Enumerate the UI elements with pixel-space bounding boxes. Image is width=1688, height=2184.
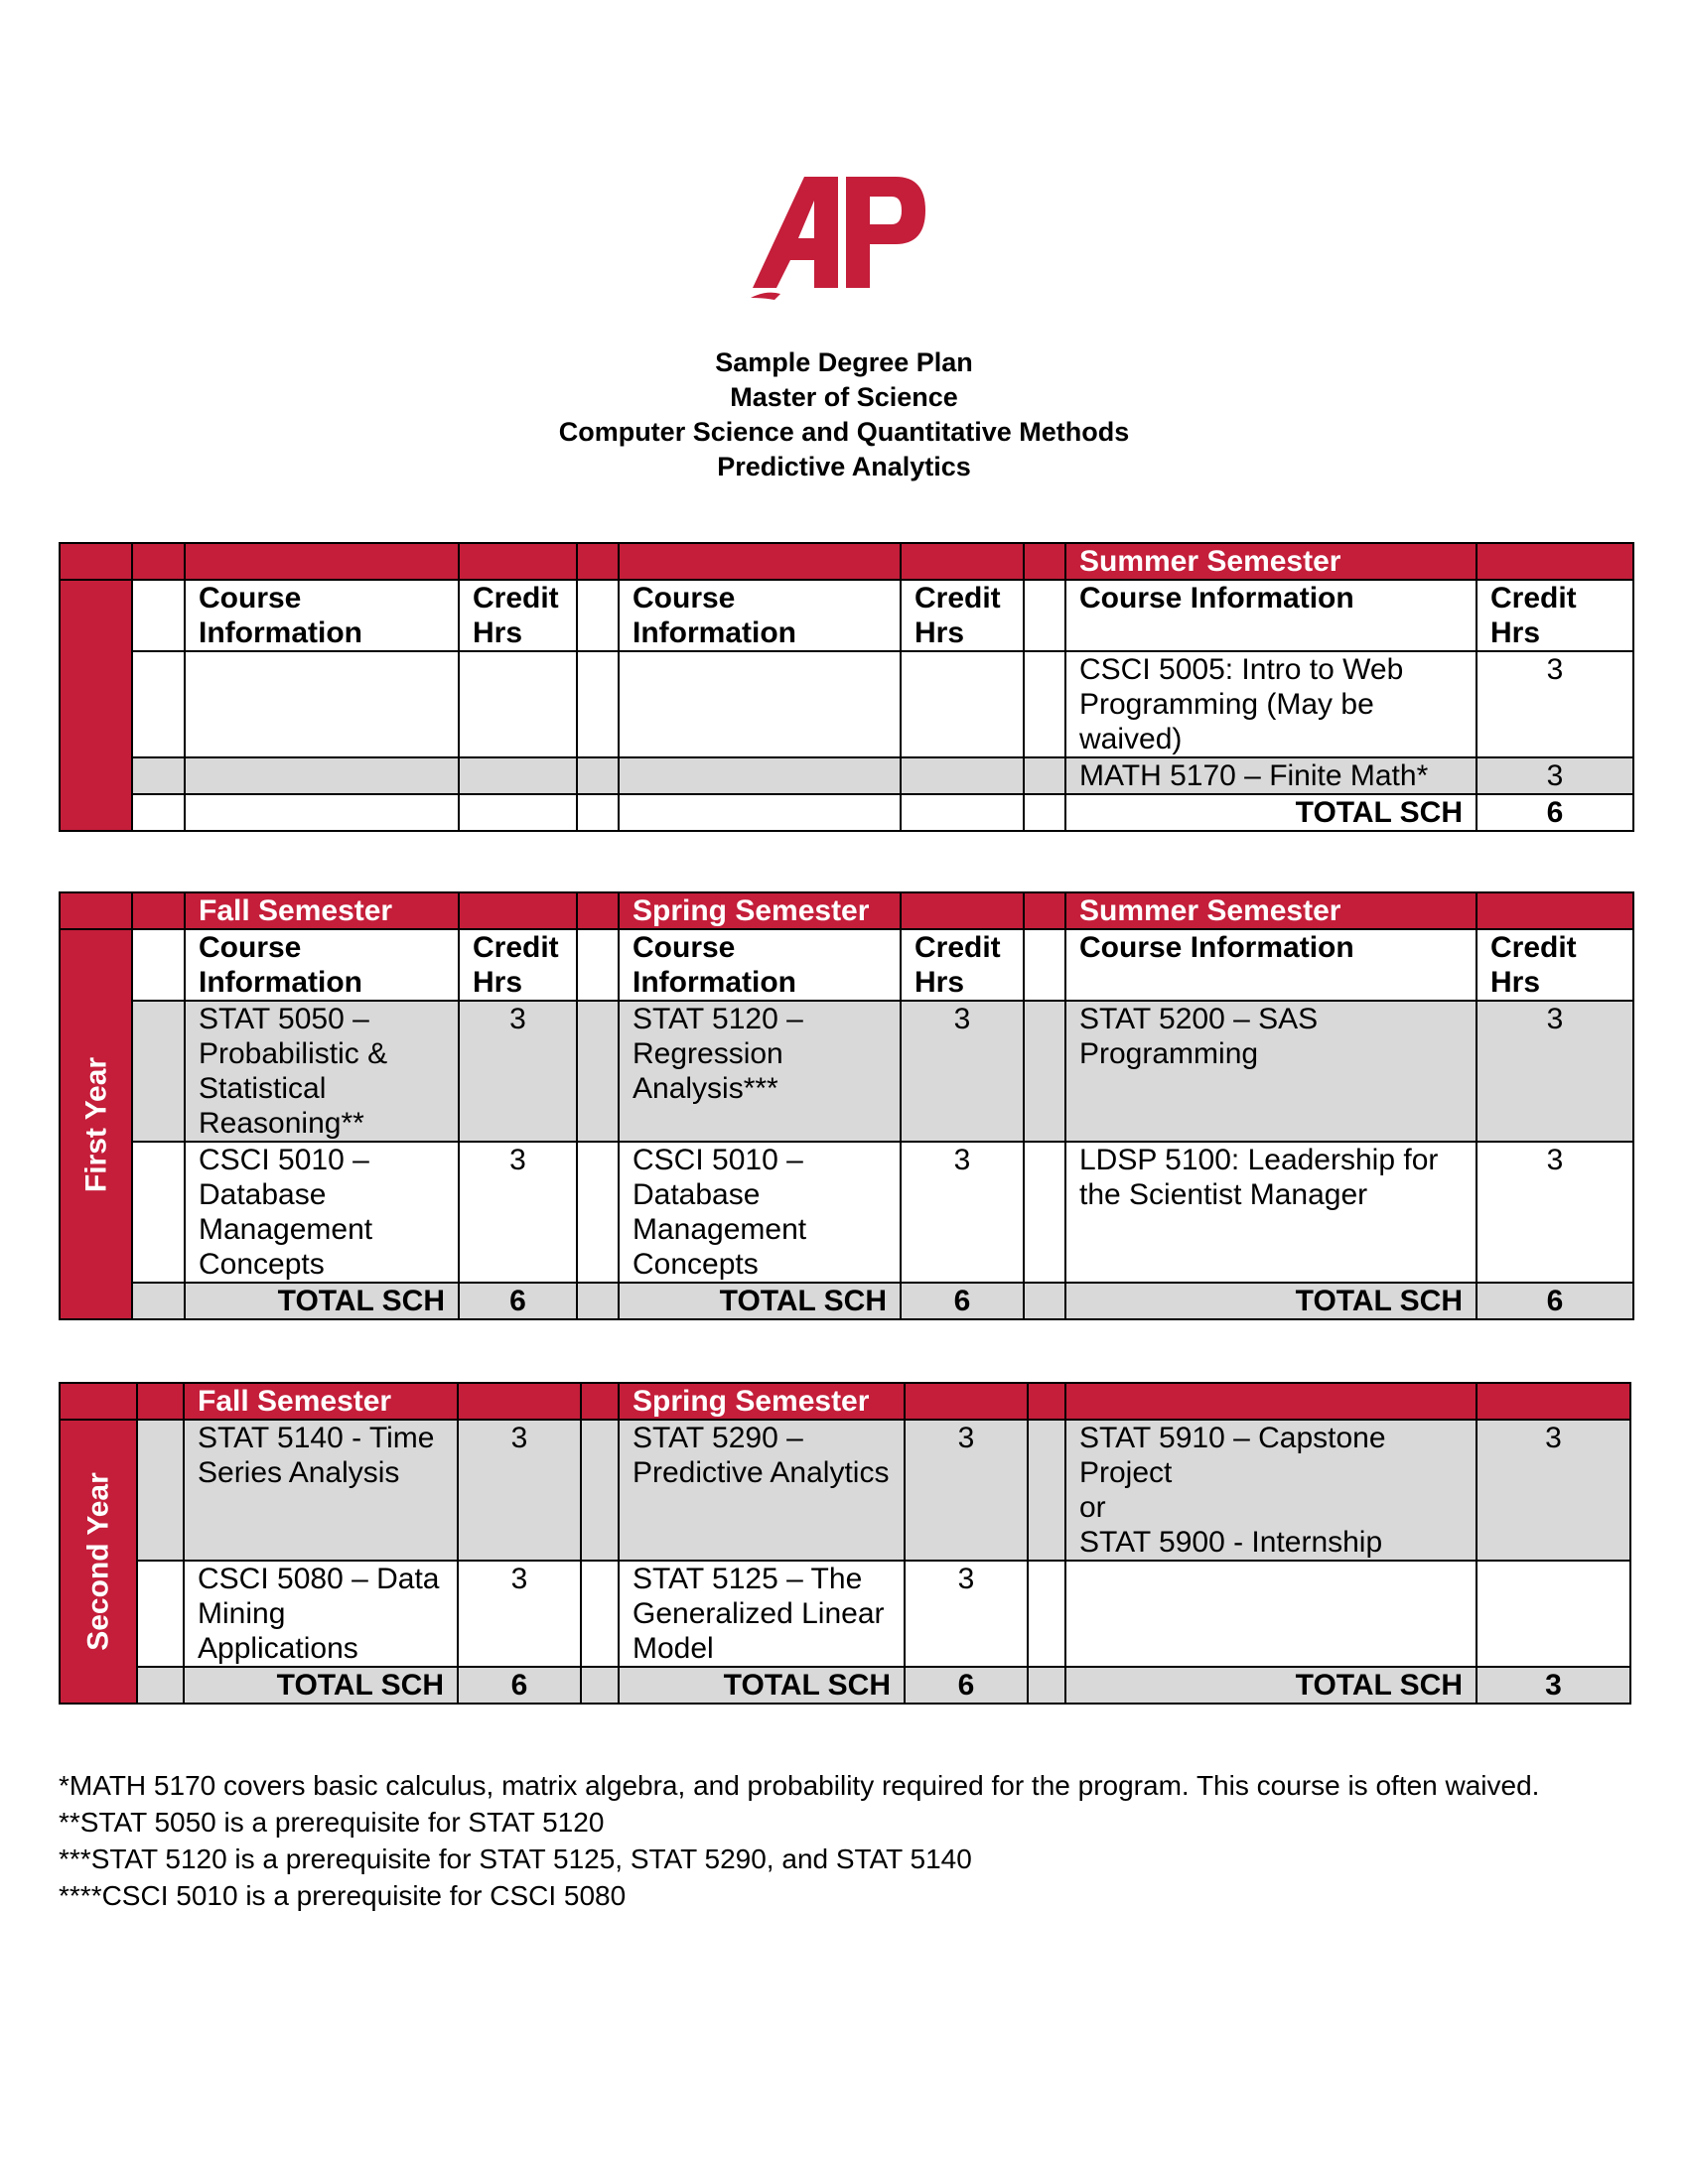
- course-info-header: Course Information: [1065, 929, 1477, 1001]
- total-row: [60, 1283, 1633, 1319]
- total-sch-label: TOTAL SCH: [619, 1283, 901, 1319]
- credit-hrs-header: Credit Hrs: [901, 580, 1024, 651]
- total-sch-value: 6: [1477, 1283, 1633, 1319]
- credit-hrs-header: Credit Hrs: [1477, 929, 1633, 1001]
- second-year-table: [59, 1382, 1631, 1705]
- total-sch-value: 6: [905, 1667, 1028, 1704]
- total-sch-value: 6: [458, 1667, 581, 1704]
- course-info-header: Course Information: [1065, 580, 1477, 651]
- footnote: *MATH 5170 covers basic calculus, matrix algebra, and probability required for the program. This course is often waived.: [59, 1770, 1540, 1801]
- total-sch-label: TOTAL SCH: [619, 1667, 905, 1704]
- credit-cell: 3: [1477, 651, 1633, 757]
- column-header-row: [60, 929, 1633, 1001]
- first-year-table: [59, 891, 1634, 1320]
- credit-cell: 3: [901, 1142, 1024, 1283]
- total-sch-label: TOTAL SCH: [1065, 1667, 1477, 1704]
- total-sch-value: 3: [1477, 1667, 1630, 1704]
- table-row: [60, 757, 1633, 794]
- total-sch-value: 6: [901, 1283, 1024, 1319]
- footnote: ****CSCI 5010 is a prerequisite for CSCI 5080: [59, 1880, 627, 1911]
- year-label: Second Year: [81, 1472, 115, 1651]
- total-sch-label: TOTAL SCH: [1065, 794, 1477, 831]
- credit-cell: 3: [1477, 1420, 1630, 1561]
- year-side-band: [60, 929, 132, 1319]
- total-row: [60, 1667, 1630, 1704]
- prerequisite-table: [59, 542, 1634, 832]
- footnotes: [59, 1767, 1637, 1914]
- title-line-1: Sample Degree Plan: [715, 347, 973, 377]
- course-cell: CSCI 5010 – Database Management Concepts: [619, 1142, 901, 1283]
- course-cell: STAT 5200 – SAS Programming: [1065, 1001, 1477, 1142]
- course-cell: STAT 5140 - Time Series Analysis: [184, 1420, 458, 1561]
- title-line-2: Master of Science: [730, 382, 958, 412]
- credit-cell: 3: [905, 1420, 1028, 1561]
- total-sch-label: TOTAL SCH: [1065, 1283, 1477, 1319]
- table-header-row: [60, 892, 1633, 929]
- course-cell: MATH 5170 – Finite Math*: [1065, 757, 1477, 794]
- table-row: [60, 1420, 1630, 1561]
- total-sch-value: 6: [459, 1283, 577, 1319]
- course-line: STAT 5910 – Capstone Project: [1079, 1422, 1386, 1489]
- ap-logo-icon: [747, 149, 935, 338]
- table-row: [60, 1561, 1630, 1667]
- year-label: First Year: [79, 1056, 112, 1192]
- credit-cell: 3: [459, 1142, 577, 1283]
- table-row: [60, 1142, 1633, 1283]
- course-cell: STAT 5050 – Probabilistic & Statistical Reasoning**: [185, 1001, 459, 1142]
- footnote: **STAT 5050 is a prerequisite for STAT 5120: [59, 1807, 605, 1838]
- total-sch-label: TOTAL SCH: [185, 1283, 459, 1319]
- document-title-block: [0, 345, 1688, 484]
- course-cell: CSCI 5080 – Data Mining Applications: [184, 1561, 458, 1667]
- year-side-band: [60, 580, 132, 831]
- credit-cell: 3: [901, 1001, 1024, 1142]
- fall-semester-header: Fall Semester: [184, 1383, 458, 1420]
- table-row: [60, 1001, 1633, 1142]
- footnote: ***STAT 5120 is a prerequisite for STAT 5125, STAT 5290, and STAT 5140: [59, 1843, 972, 1874]
- course-cell: CSCI 5010 – Database Management Concepts: [185, 1142, 459, 1283]
- total-row: [60, 794, 1633, 831]
- course-cell: STAT 5125 – The Generalized Linear Model: [619, 1561, 905, 1667]
- year-side-band: [60, 1420, 137, 1704]
- credit-hrs-header: Credit Hrs: [459, 929, 577, 1001]
- course-info-header: Course Information: [185, 929, 459, 1001]
- course-info-header: Course Information: [619, 580, 901, 651]
- course-cell: [1065, 1420, 1477, 1561]
- university-logo: [747, 149, 935, 338]
- credit-cell: 3: [1477, 1142, 1633, 1283]
- credit-hrs-header: Credit Hrs: [1477, 580, 1633, 651]
- credit-cell: 3: [458, 1561, 581, 1667]
- course-line: STAT 5900 - Internship: [1079, 1526, 1383, 1559]
- table-header-row: [60, 543, 1633, 580]
- course-cell: STAT 5120 – Regression Analysis***: [619, 1001, 901, 1142]
- fall-semester-header: Fall Semester: [185, 892, 459, 929]
- summer-semester-header: Summer Semester: [1065, 543, 1477, 580]
- total-sch-label: TOTAL SCH: [184, 1667, 458, 1704]
- credit-hrs-header: Credit Hrs: [901, 929, 1024, 1001]
- credit-hrs-header: Credit Hrs: [459, 580, 577, 651]
- spring-semester-header: Spring Semester: [619, 892, 901, 929]
- spring-semester-header: Spring Semester: [619, 1383, 905, 1420]
- credit-cell: 3: [1477, 1001, 1633, 1142]
- credit-cell: 3: [458, 1420, 581, 1561]
- course-line: or: [1079, 1491, 1106, 1524]
- credit-cell: 3: [459, 1001, 577, 1142]
- credit-cell: 3: [1477, 757, 1633, 794]
- summer-semester-header: Summer Semester: [1065, 892, 1477, 929]
- total-sch-value: 6: [1477, 794, 1633, 831]
- title-line-4: Predictive Analytics: [717, 452, 971, 481]
- table-row: [60, 651, 1633, 757]
- course-cell: CSCI 5005: Intro to Web Programming (May be waived): [1065, 651, 1477, 757]
- column-header-row: [60, 580, 1633, 651]
- course-info-header: Course Information: [619, 929, 901, 1001]
- credit-cell: 3: [905, 1561, 1028, 1667]
- table-header-row: [60, 1383, 1630, 1420]
- title-line-3: Computer Science and Quantitative Methods: [558, 417, 1130, 447]
- course-cell: STAT 5290 – Predictive Analytics: [619, 1420, 905, 1561]
- course-info-header: Course Information: [185, 580, 459, 651]
- course-cell: LDSP 5100: Leadership for the Scientist Manager: [1065, 1142, 1477, 1283]
